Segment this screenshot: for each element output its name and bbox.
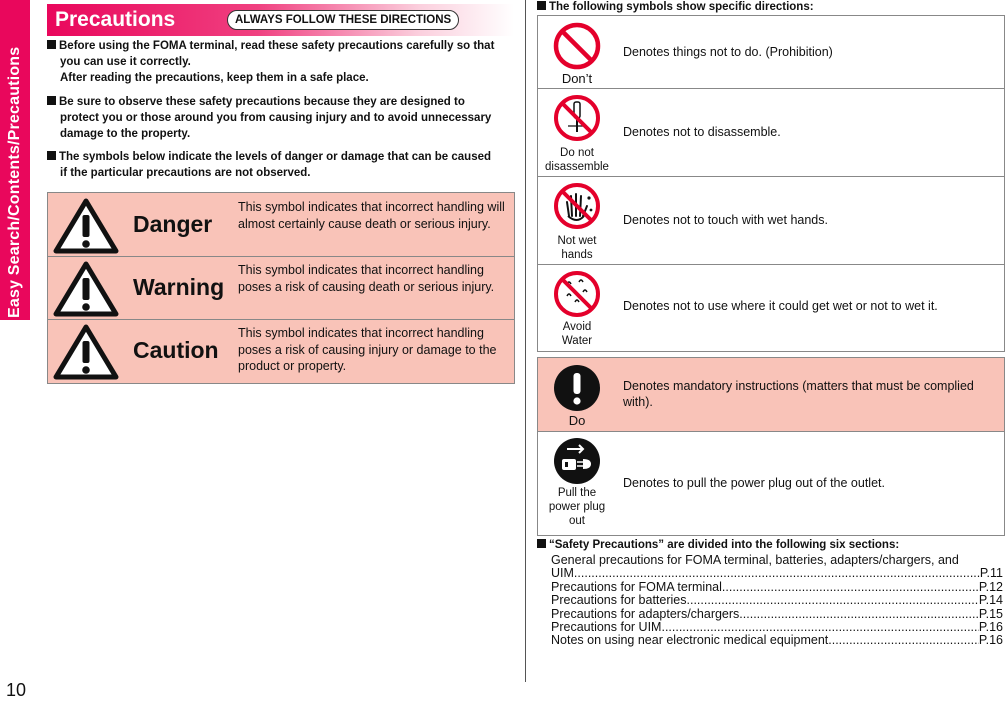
toc-page-ref: P.14: [978, 593, 1003, 608]
directions-badge: ALWAYS FOLLOW THESE DIRECTIONS: [227, 10, 459, 30]
sections-list: [551, 554, 1003, 648]
symbol-caption: Not wet hands: [557, 235, 597, 261]
page-number: 10: [6, 680, 27, 700]
symbol-description: Denotes not to use where it could get wet or not to wet it.: [623, 299, 938, 313]
toc-page-ref: P.12: [978, 579, 1003, 594]
symbol-row-pull-plug: [538, 431, 1004, 535]
level-description: This symbol indicates that incorrect handling poses a risk of causing injury or damage to the product or property.: [238, 326, 497, 373]
toc-page-ref: P.16: [978, 620, 1003, 635]
level-description: This symbol indicates that incorrect handling will almost certainly cause death or serious injury.: [238, 200, 505, 231]
column-divider: [525, 0, 526, 682]
intro-paragraph-2: Be sure to observe these safety precautions because they are designed to protect you or those around you from causing injury and to avoid unnecessary damage to the property.: [47, 94, 517, 142]
leader-dots: [687, 594, 979, 607]
avoid-water-icon: [553, 270, 601, 318]
symbol-row-avoid-water: [538, 264, 1004, 351]
page-title: Precautions: [55, 8, 176, 31]
toc-entry-line: General precautions for FOMA terminal, batteries, adapters/chargers, and: [551, 553, 959, 567]
toc-entry[interactable]: Precautions for adapters/chargers. ..... P.15: [551, 608, 1003, 621]
leader-dots: [574, 567, 980, 580]
toc-entry[interactable]: Precautions for batteries ..... P.14: [551, 594, 1003, 607]
prohibition-icon: [553, 22, 601, 70]
level-name: Caution: [133, 337, 219, 363]
leader-dots: [722, 581, 979, 594]
unplug-icon: [553, 437, 601, 485]
warning-triangle-icon: [52, 323, 120, 381]
bullet-square-icon: [47, 40, 56, 49]
side-tab: [0, 0, 30, 320]
symbol-description: Denotes things not to do. (Prohibition): [623, 45, 833, 59]
symbol-row-do: [538, 358, 1004, 432]
intro-paragraph-3: The symbols below indicate the levels of danger or damage that can be caused if the particular precautions are not observed.: [47, 149, 517, 181]
level-description: This symbol indicates that incorrect handling poses a risk of causing death or serious injury.: [238, 263, 495, 294]
toc-entry[interactable]: Notes on using near electronic medical equipment ..... P.16: [551, 634, 1003, 647]
symbol-row-do-not-disassemble: [538, 88, 1004, 177]
section-header: [47, 4, 514, 36]
level-name: Danger: [133, 211, 213, 237]
bullet-square-icon: [47, 151, 56, 160]
level-row-danger: [48, 193, 514, 257]
symbol-row-dont: [538, 16, 1004, 89]
sections-heading: “Safety Precautions” are divided into the following six sections:: [537, 538, 899, 552]
intro-paragraph-1: Before using the FOMA terminal, read these safety precautions carefully so that you can use it correctly. After reading the precautions, keep them in a safe place.: [47, 38, 517, 86]
side-tab-label: Easy Search/Contents/Precautions: [6, 46, 23, 318]
toc-entry[interactable]: Precautions for UIM. ..... P.16: [551, 621, 1003, 634]
toc-entry[interactable]: Precautions for FOMA terminal ..... P.12: [551, 581, 1003, 594]
level-row-warning: [48, 256, 514, 320]
symbol-caption: Avoid Water: [561, 321, 593, 347]
bullet-square-icon: [537, 539, 546, 548]
toc-entry[interactable]: UIM ..... P.11: [551, 567, 1003, 580]
symbol-caption: Pull the power plug out: [548, 487, 606, 527]
symbol-description: Denotes to pull the power plug out of the outlet.: [623, 476, 885, 490]
symbol-row-not-wet-hands: [538, 176, 1004, 265]
symbol-caption: Do not disassemble: [545, 147, 609, 173]
symbol-description: Denotes mandatory instructions (matters that must be complied with).: [623, 379, 974, 409]
no-wet-hands-icon: [553, 182, 601, 230]
symbol-caption: Don’t: [561, 71, 593, 86]
level-name: Warning: [133, 274, 225, 300]
mandatory-icon: [553, 364, 601, 412]
bullet-square-icon: [47, 96, 56, 105]
warning-triangle-icon: [52, 260, 120, 318]
mandatory-symbols-table: [537, 357, 1005, 536]
symbols-heading: The following symbols show specific directions:: [537, 0, 814, 14]
no-disassemble-icon: [553, 94, 601, 142]
leader-dots: [743, 608, 979, 621]
bullet-square-icon: [537, 1, 546, 10]
warning-triangle-icon: [52, 197, 120, 255]
toc-page-ref: P.16: [978, 633, 1003, 648]
leader-dots: [828, 634, 979, 647]
toc-page-ref: P.15: [978, 606, 1003, 621]
toc-page-ref: P.11: [979, 566, 1003, 581]
symbol-caption: Do: [568, 413, 586, 428]
level-row-caution: [48, 319, 514, 382]
leader-dots: [665, 621, 979, 634]
symbol-description: Denotes not to touch with wet hands.: [623, 213, 828, 227]
symbol-description: Denotes not to disassemble.: [623, 125, 781, 139]
danger-levels-table: [47, 192, 515, 384]
prohibition-symbols-table: [537, 15, 1005, 352]
